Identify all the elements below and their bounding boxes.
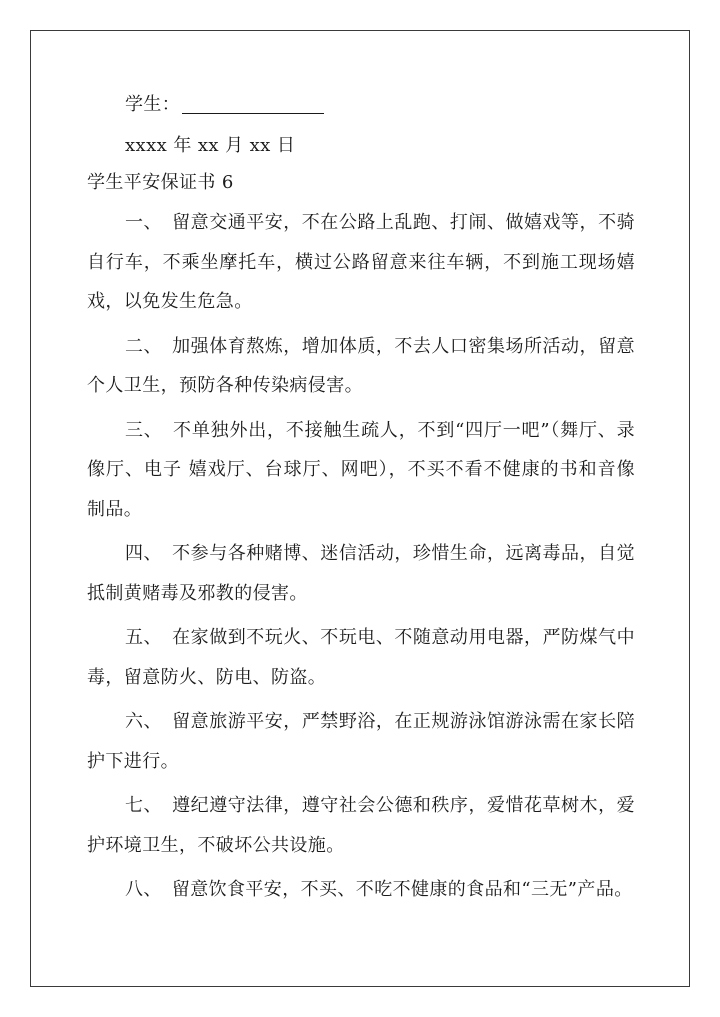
item-number: 五、 (125, 627, 163, 648)
list-item (87, 203, 635, 322)
item-text: 留意交通平安，不在公路上乱跑、打闹、做嬉戏等，不骑自行车，不乘坐摩托车，横过公路留意来往车辆，不到施工现场嬉戏，以免发生危急。 (87, 212, 635, 312)
item-number: 二、 (125, 335, 163, 357)
item-text: 留意饮食平安，不买、不吃不健康的食品和“三无”产品。 (171, 879, 633, 900)
item-number: 一、 (125, 212, 163, 233)
list-item (87, 618, 635, 697)
item-text: 不单独外出，不接触生疏人，不到“四厅一吧”（舞厅、录像厅、电子 嬉戏厅、台球厅、网吧），不买不看不健康的书和音像制品。 (87, 419, 635, 520)
item-text: 不参与各种赌博、迷信活动，珍惜生命，远离毒品，自觉抵制黄赌毒及邪教的侵害。 (87, 543, 635, 604)
list-item (87, 327, 635, 406)
item-text: 留意旅游平安，严禁野浴，在正规游泳馆游泳需在家长陪护下进行。 (87, 711, 635, 772)
list-item (87, 702, 635, 781)
date-line: xxxx 年 xx 月 xx 日 (125, 135, 296, 156)
item-number: 七、 (125, 795, 163, 816)
document-title: 学生平安保证书 6 (87, 172, 234, 193)
item-text: 在家做到不玩火、不玩电、不随意动用电器，严防煤气中毒，留意防火、防电、防盗。 (87, 627, 635, 688)
list-item (87, 786, 635, 865)
item-text: 遵纪遵守法律，遵守社会公德和秩序，爱惜花草树木，爱护环境卫生，不破坏公共设施。 (87, 795, 635, 856)
item-text: 加强体育熬炼，增加体质，不去人口密集场所活动，留意个人卫生，预防各种传染病侵害。 (87, 335, 635, 396)
item-number: 三、 (125, 419, 163, 441)
list-item (87, 534, 635, 613)
document-body (87, 86, 635, 915)
list-item (87, 411, 635, 530)
item-number: 八、 (125, 879, 162, 900)
item-number: 四、 (125, 543, 163, 564)
student-signature-line (87, 86, 635, 123)
item-number: 六、 (125, 711, 163, 732)
student-label: 学生： (125, 94, 181, 115)
list-item (87, 870, 635, 910)
student-signature-blank (182, 87, 324, 114)
